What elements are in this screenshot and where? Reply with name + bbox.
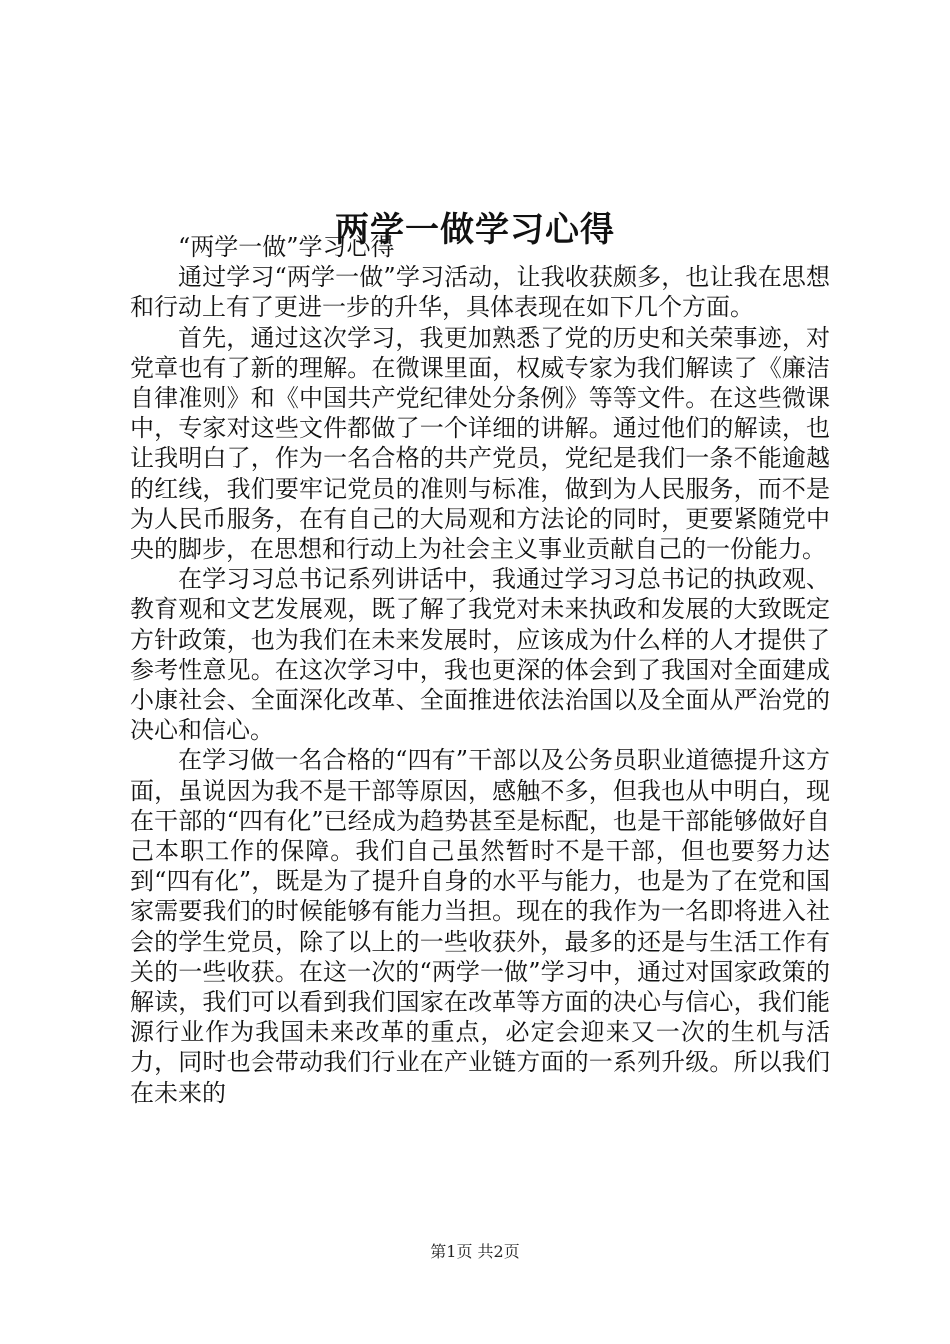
document-title: 两学一做学习心得 [335, 209, 615, 250]
paragraph-first: 首先，通过这次学习，我更加熟悉了党的历史和关荣事迹，对党章也有了新的理解。在微课里面，权威专家为我们解读了《廉洁自律准则》和《中国共产党纪律处分条例》等等文件。在这些微课中，专家对这些文件都做了一个详细的讲解。通过他们的解读，也让我明白了，作为一名合格的共产党员，党纪是我们一条不能逾越的红线，我们要牢记党员的准则与标准，做到为人民服务，而不是为人民币服务，在有自己的大局观和方法论的同时，更要紧随党中央的脚步，在思想和行动上为社会主义事业贡献自己的一份能力。 [130, 323, 830, 564]
paragraph-intro: 通过学习“两学一做”学习活动，让我收获颇多，也让我在思想和行动上有了更进一步的升华，具体表现在如下几个方面。 [130, 263, 830, 322]
paragraph-third: 在学习做一名合格的“四有”干部以及公务员职业道德提升这方面，虽说因为我不是干部等原因，感触不多，但我也从中明白，现在干部的“四有化”已经成为趋势甚至是标配，也是干部能够做好自己本职工作的保障。我们自己虽然暂时不是干部，但也要努力达到“四有化”，既是为了提升自身的水平与能力，也是为了在党和国家需要我们的时候能够有能力当担。现在的我作为一名即将进入社会的学生党员，除了以上的一些收获外，最多的还是与生活工作有关的一些收获。在这一次的“两学一做”学习中，通过对国家政策的解读，我们可以看到我们国家在改革等方面的决心与信心，我们能源行业作为我国未来改革的重点，必定会迎来又一次的生机与活力，同时也会带动我们行业在产业链方面的一系列升级。所以我们在未来的 [130, 746, 830, 1107]
page-footer: 第1页 共2页 [430, 1242, 520, 1261]
paragraph-second: 在学习习总书记系列讲话中，我通过学习习总书记的执政观、教育观和文艺发展观，既了解了我党对未来执政和发展的大致既定方针政策，也为我们在未来发展时，应该成为什么样的人才提供了参考性意见。在这次学习中，我也更深的体会到了我国对全面建成小康社会、全面深化改革、全面推进依法治国以及全面从严治党的决心和信心。 [130, 565, 830, 745]
document-body [130, 232, 830, 1108]
paragraph-subtitle: “两学一做”学习心得 [178, 233, 395, 261]
